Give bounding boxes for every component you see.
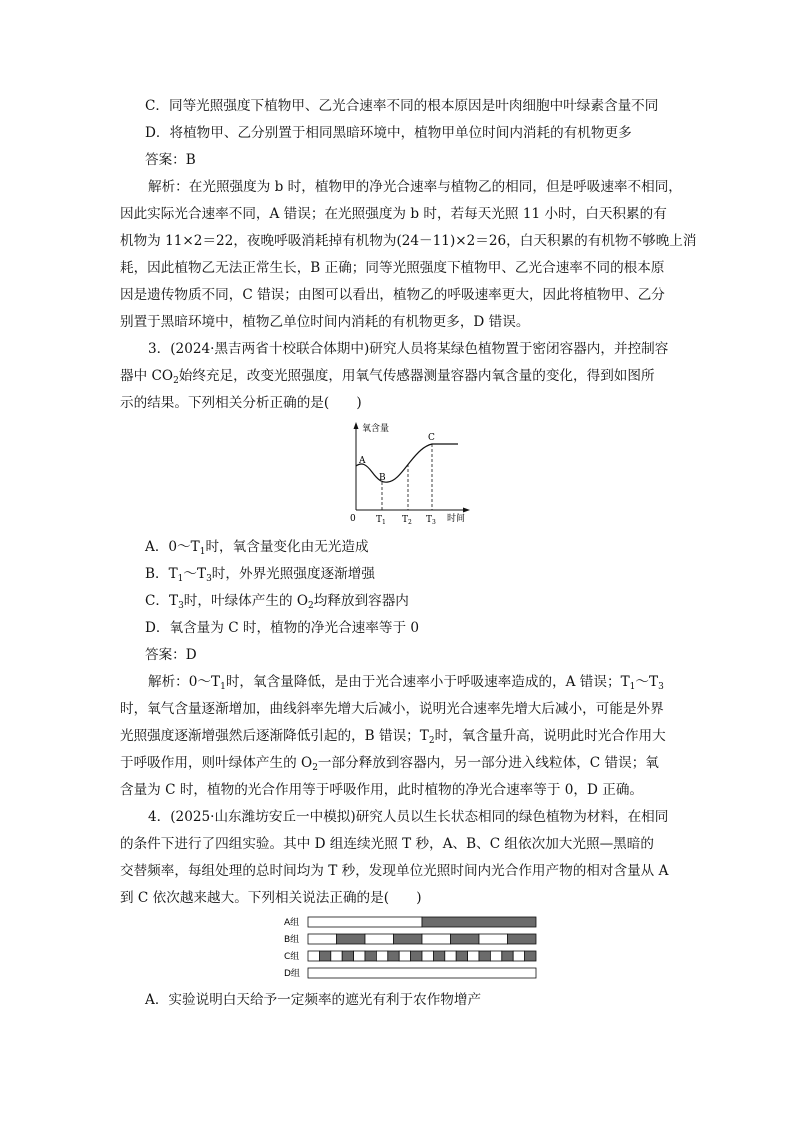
q3-stem-text: 器中 CO — [120, 368, 174, 384]
dark-segment — [508, 934, 537, 944]
light-segment — [308, 968, 536, 978]
dark-segment — [479, 951, 490, 961]
x-axis-label: 时间 — [447, 514, 466, 524]
group-label: A组 — [284, 918, 300, 928]
light-segment — [468, 951, 479, 961]
dark-segment — [422, 917, 536, 927]
q2-explanation-line: 耗，因此植物乙无法正常生长，B 正确；同等光照强度下植物甲、乙光合速率不同的根本原 — [120, 260, 665, 276]
q3-explanation-line — [148, 672, 664, 692]
light-segment — [308, 917, 422, 927]
dark-segment — [319, 951, 330, 961]
q2-explanation-line: 机物为 11×2＝22，夜晚呼吸消耗掉有机物为(24－11)×2＝26，白天积累的有机物不够晚上消 — [120, 233, 697, 249]
option-text: 时，氧含量变化由无光造成 — [205, 539, 369, 555]
q4-stem: 到 C 依次越来越大。下列相关说法正确的是( ) — [120, 890, 422, 906]
option-text: C．T — [145, 593, 179, 609]
y-axis-label: 氧含量 — [362, 424, 390, 434]
light-segment — [490, 951, 501, 961]
oxygen-content-graph — [338, 420, 478, 528]
light-segment — [422, 951, 433, 961]
subscript: 2 — [173, 376, 179, 386]
option-text: A．0～T — [145, 539, 200, 555]
q3-stem: 示的结果。下列相关分析正确的是( ) — [120, 395, 362, 411]
q3-option-d: D．氧含量为 C 时，植物的净光合速率等于 0 — [145, 620, 420, 636]
subscript: 2 — [308, 601, 314, 611]
dark-segment — [342, 951, 353, 961]
light-segment — [445, 951, 456, 961]
group-label: D组 — [284, 969, 300, 979]
subscript: 3 — [206, 574, 212, 584]
subscript: 1 — [177, 574, 184, 584]
dark-segment — [451, 934, 480, 944]
light-segment — [308, 951, 319, 961]
dark-segment — [337, 934, 366, 944]
subscript: 1 — [220, 682, 226, 692]
dark-segment — [525, 951, 536, 961]
q3-explanation-line: 含量为 C 时，植物的光合作用等于呼吸作用，此时植物的净光合速率等于 0，D 正确。 — [120, 782, 644, 798]
origin-label: 0 — [350, 514, 356, 524]
subscript: 2 — [428, 736, 435, 746]
point-c-label: C — [428, 433, 435, 443]
oxygen-curve — [356, 444, 458, 482]
dark-segment — [433, 951, 444, 961]
exp-text: ～T — [635, 674, 659, 690]
q3-option-b — [145, 564, 375, 584]
q3-explanation-line — [120, 753, 659, 773]
q2-explanation-line: 因是遗传物质不同，C 错误；由图可以看出，植物乙的呼吸速率更大，因此将植物甲、乙分 — [120, 287, 665, 303]
subscript: 1 — [199, 547, 206, 557]
bar-rows — [308, 917, 536, 978]
q4-stem: 4．(2025·山东潍坊安丘一中模拟)研究人员以生长状态相同的绿色植物为材料，在相同 — [148, 809, 669, 825]
option-text: 时，叶绿体产生的 O — [183, 593, 309, 609]
q2-option-d: D．将植物甲、乙分别置于相同黑暗环境中，植物甲单位时间内消耗的有机物更多 — [145, 125, 632, 141]
light-segment — [354, 951, 365, 961]
q3-option-c — [145, 591, 409, 611]
y-axis-arrow — [354, 422, 359, 429]
q4-stem: 交替频率，每组处理的总时间均为 T 秒，发现单位光照时间内光合作用产物的相对含量从 A — [120, 863, 669, 879]
subscript: 3 — [178, 601, 184, 611]
option-text: 时，外界光照强度逐渐增强 — [211, 566, 375, 582]
q2-explanation-line: 别置于黑暗环境中，植物乙单位时间内消耗的有机物更多，D 错误。 — [120, 314, 530, 330]
dark-segment — [411, 951, 422, 961]
dark-segment — [365, 951, 376, 961]
exp-text: 解析：0～T — [148, 674, 221, 690]
option-text: ～T — [183, 566, 207, 582]
exp-text: 一部分释放到容器内，另一部分进入线粒体，C 错误；氧 — [317, 755, 659, 771]
exp-text: 时，氧含量升高，说明此时光合作用大 — [434, 728, 666, 744]
exp-text: 于呼吸作用，则叶绿体产生的 O — [120, 755, 313, 771]
light-segment — [308, 934, 337, 944]
light-segment — [376, 951, 387, 961]
dark-segment — [388, 951, 399, 961]
option-text: 均释放到容器内 — [313, 593, 409, 609]
light-segment — [365, 934, 394, 944]
q4-option-a: A．实验说明白天给予一定频率的遮光有利于农作物增产 — [145, 992, 482, 1008]
q2-answer: 答案：B — [145, 152, 196, 168]
dark-segment — [502, 951, 513, 961]
q4-stem: 的条件下进行了四组实验。其中 D 组连续光照 T 秒，A、B、C 组依次加大光照—黑暗的 — [120, 836, 654, 852]
point-b-label: B — [379, 473, 386, 483]
q3-explanation-line: 时，氧气含量逐渐增加，曲线斜率先增大后减小，说明光合速率先增大后减小，可能是外界 — [120, 701, 664, 717]
subscript: 2 — [312, 763, 318, 773]
exp-text: 时，氧含量降低，是由于光合速率小于呼吸速率造成的，A 错误；T — [225, 674, 630, 690]
light-segment — [422, 934, 451, 944]
subscript: 1 — [629, 682, 636, 692]
q2-explanation-line: 因此实际光合速率不同，A 错误；在光照强度为 b 时，若每天光照 11 小时，白天积累的有 — [120, 206, 667, 222]
point-a-label: A — [359, 456, 366, 466]
light-dark-bars-diagram — [280, 914, 542, 984]
q3-stem — [120, 366, 655, 386]
q3-answer: 答案：D — [145, 647, 197, 663]
q3-stem-text: 始终充足，改变光照强度，用氧气传感器测量容器内氧含量的变化，得到如图所 — [178, 368, 655, 384]
subscript: 3 — [658, 682, 664, 692]
light-segment — [479, 934, 508, 944]
dark-segment — [456, 951, 467, 961]
x-axis-arrow — [463, 508, 470, 513]
dark-segment — [394, 934, 423, 944]
q3-option-a — [145, 537, 369, 557]
q3-explanation-line — [120, 726, 666, 746]
q2-option-c: C．同等光照强度下植物甲、乙光合速率不同的根本原因是叶肉细胞中叶绿素含量不同 — [145, 98, 659, 114]
q3-stem: 3．(2024·黑吉两省十校联合体期中)研究人员将某绿色植物置于密闭容器内，并控制容 — [148, 341, 669, 357]
light-segment — [331, 951, 342, 961]
tick-label: $T_3$ — [426, 515, 436, 526]
group-label: C组 — [284, 952, 300, 962]
q2-explanation-line: 解析：在光照强度为 b 时，植物甲的净光合速率与植物乙的相同，但是呼吸速率不相同， — [148, 179, 682, 195]
exp-text: 光照强度逐渐增强然后逐渐降低引起的，B 错误；T — [120, 728, 429, 744]
light-segment — [399, 951, 410, 961]
option-text: B．T — [145, 566, 178, 582]
group-label: B组 — [284, 935, 300, 945]
tick-label: $T_2$ — [402, 515, 412, 526]
tick-label: $T_1$ — [376, 515, 386, 526]
light-segment — [513, 951, 524, 961]
